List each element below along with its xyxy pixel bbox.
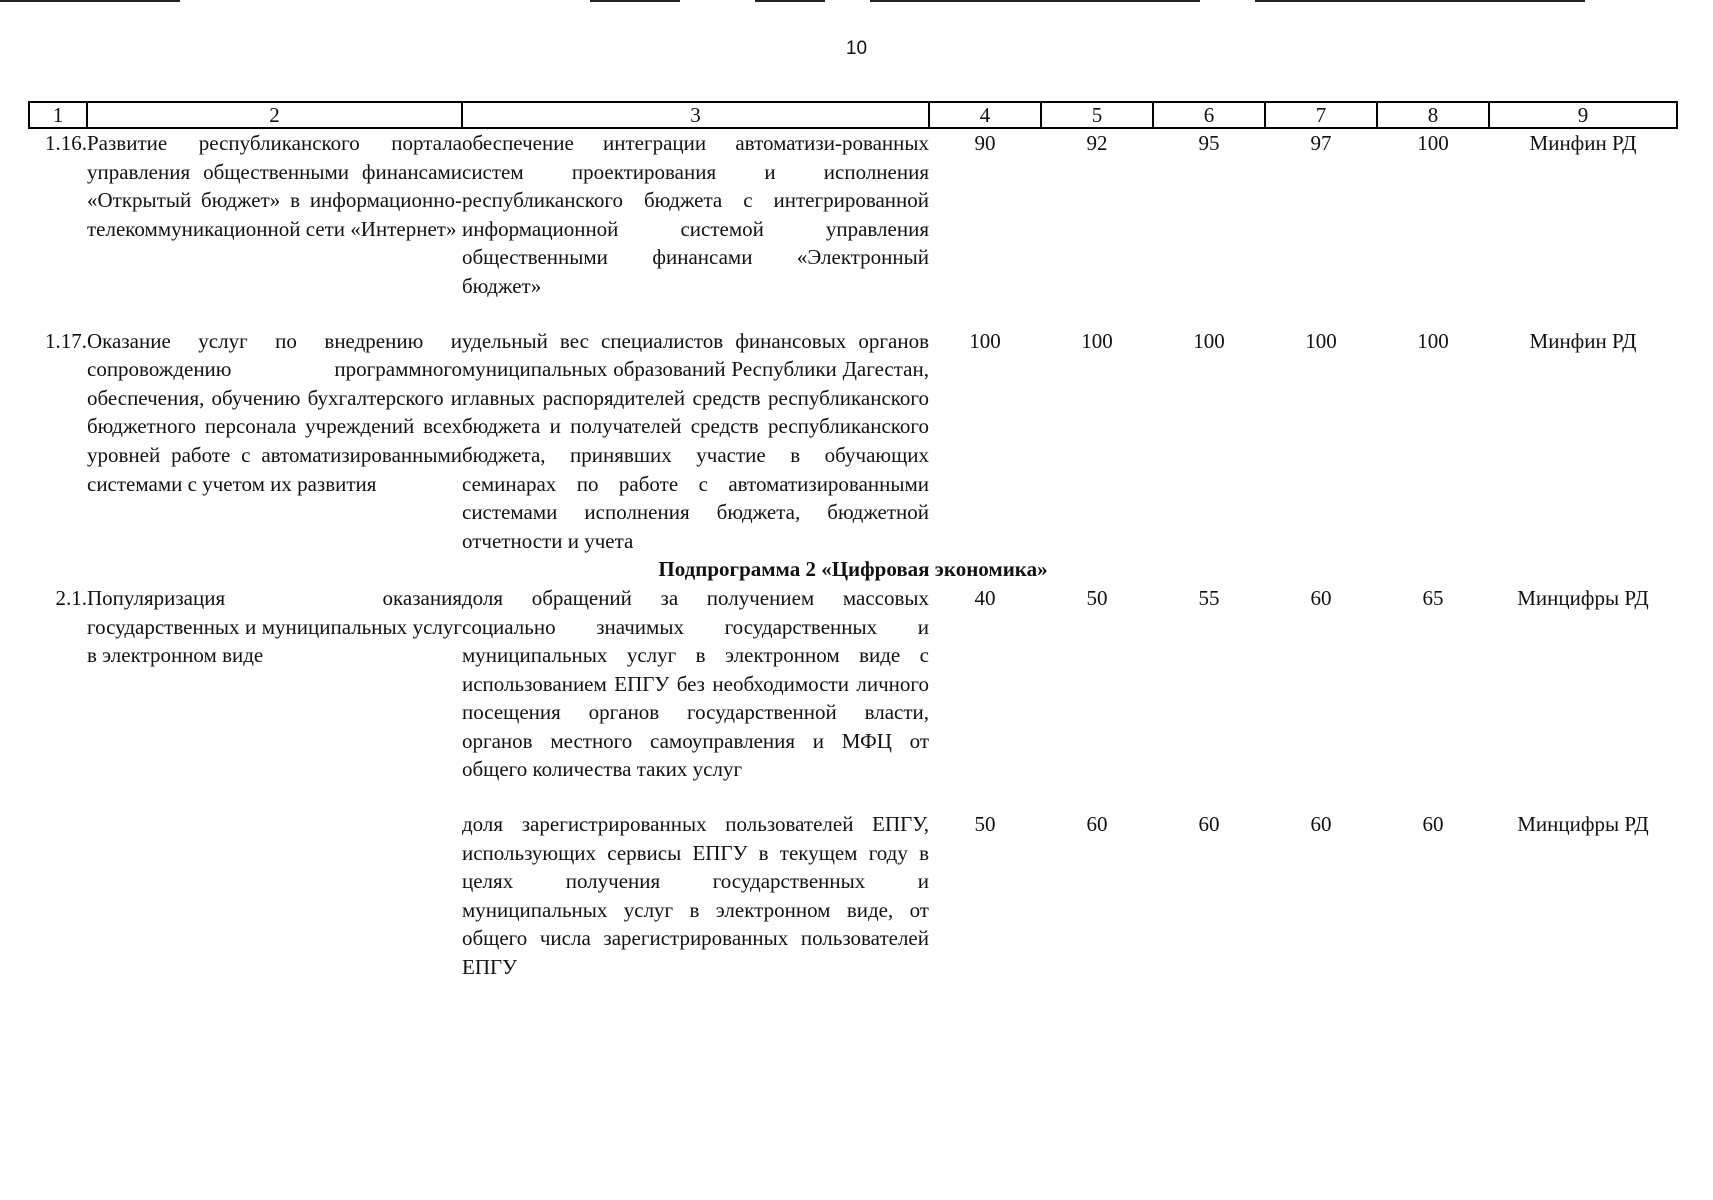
table-row bbox=[29, 327, 1677, 556]
column-header: 7 bbox=[1265, 102, 1377, 128]
indicators-table bbox=[28, 101, 1678, 982]
column-header: 4 bbox=[929, 102, 1041, 128]
scan-edge-line bbox=[0, 0, 180, 2]
page-number: 10 bbox=[845, 38, 868, 59]
row-number bbox=[29, 810, 87, 982]
indicator-value: 100 bbox=[1193, 328, 1225, 353]
indicator-value: 100 bbox=[1417, 131, 1449, 155]
scan-edge-line bbox=[590, 0, 680, 2]
indicator-value: 40 bbox=[974, 585, 996, 610]
column-header: 5 bbox=[1041, 102, 1153, 128]
column-header: 8 bbox=[1377, 102, 1489, 128]
column-header: 2 bbox=[87, 102, 462, 128]
activity-name: Развитие республиканского портала управления общественными финансами «Открытый бюджет» в информационно-телекоммуникационной сети «Интернет» bbox=[87, 131, 462, 241]
executor: Минфин РД bbox=[1529, 328, 1637, 353]
row-number: 1.16. bbox=[45, 131, 87, 155]
table-row bbox=[29, 584, 1677, 784]
scan-edge-line bbox=[755, 0, 825, 2]
scan-edge-line bbox=[870, 0, 1200, 2]
indicator-value: 100 bbox=[969, 328, 1001, 353]
indicator-text: доля зарегистрированных пользователей ЕПГУ, использующих сервисы ЕПГУ в текущем году в целях получения государственных и муниципальных услуг в электронном виде, от общего числа зарегистрированных пользователей ЕПГУ bbox=[462, 812, 929, 980]
column-header: 1 bbox=[29, 102, 87, 128]
indicator-value: 60 bbox=[1198, 812, 1220, 837]
table-row bbox=[29, 810, 1677, 982]
subprogram-title: Подпрограмма 2 «Цифровая экономика» bbox=[658, 557, 1048, 582]
subprogram-header-row bbox=[29, 555, 1677, 584]
indicator-value: 97 bbox=[1310, 131, 1332, 155]
indicator-value: 100 bbox=[1417, 328, 1449, 353]
table-row bbox=[29, 128, 1677, 301]
indicator-value: 100 bbox=[1305, 328, 1337, 353]
scan-edge-line bbox=[1255, 0, 1585, 2]
column-header: 9 bbox=[1489, 102, 1677, 128]
indicator-value: 50 bbox=[974, 812, 996, 837]
row-spacer bbox=[29, 301, 1677, 327]
column-header: 3 bbox=[462, 102, 929, 128]
indicator-value: 95 bbox=[1198, 131, 1220, 155]
indicator-value: 60 bbox=[1086, 812, 1108, 837]
indicator-value: 100 bbox=[1081, 328, 1113, 353]
activity-name: Популяризация оказания государственных и муниципальных услуг в электронном виде bbox=[87, 585, 462, 668]
indicator-value: 90 bbox=[974, 131, 996, 155]
row-number: 2.1. bbox=[55, 585, 87, 610]
indicator-value: 60 bbox=[1310, 812, 1332, 837]
indicator-text: обеспечение интеграции автоматизи-рованных систем проектирования и исполнения республиканского бюджета с интегрированной информационной системой управления общественными финансами «Электронный бюджет» bbox=[462, 131, 929, 298]
indicator-value: 50 bbox=[1086, 585, 1108, 610]
indicator-value: 55 bbox=[1198, 585, 1220, 610]
indicator-value: 60 bbox=[1310, 585, 1332, 610]
indicator-text: удельный вес специалистов финансовых органов муниципальных образований Республики Дагестан, главных распорядителей средств республиканского бюджета и получателей средств республиканского бюджета, принявших участие в обучающих семинарах по работе с автоматизированными системами исполнения бюджета, бюджетной отчетности и учета bbox=[462, 328, 929, 553]
executor: Минфин РД bbox=[1529, 131, 1637, 155]
indicator-value: 60 bbox=[1422, 812, 1444, 837]
activity-name: Оказание услуг по внедрению и сопровождению программного обеспечения, обучению бухгалтерского и бюджетного персонала учреждений всех уровней работе с автоматизированными системами с учетом их развития bbox=[87, 328, 462, 496]
executor: Минцифры РД bbox=[1517, 585, 1649, 610]
indicator-text: доля обращений за получением массовых социально значимых государственных и муниципальных услуг в электронном виде с использованием ЕПГУ без необходимости личного посещения органов государственной власти, органов местного самоуправления и МФЦ от общего количества таких услуг bbox=[462, 585, 929, 782]
indicator-value: 92 bbox=[1086, 131, 1108, 155]
indicator-value: 65 bbox=[1422, 585, 1444, 610]
activity-name bbox=[87, 810, 462, 982]
row-spacer bbox=[29, 784, 1677, 810]
executor: Минцифры РД bbox=[1517, 812, 1649, 837]
column-number-header-row bbox=[29, 102, 1677, 128]
row-number: 1.17. bbox=[45, 328, 87, 353]
column-header: 6 bbox=[1153, 102, 1265, 128]
